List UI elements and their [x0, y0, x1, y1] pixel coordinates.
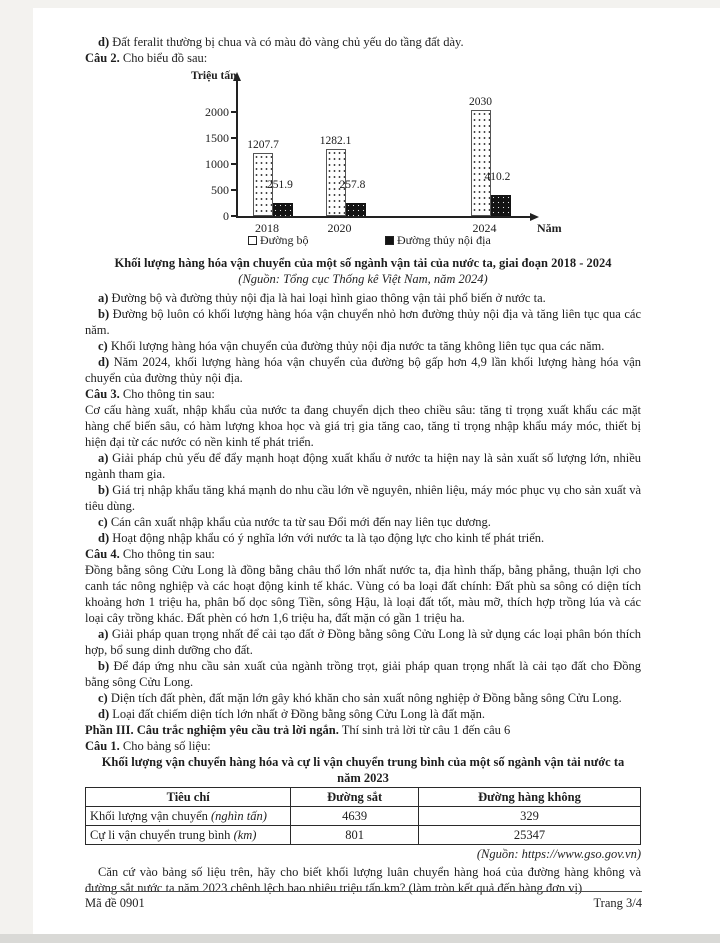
- option-text: Loại đất chiếm diện tích lớn nhất ở Đồng bằng sông Cửu Long là đất mặn.: [112, 707, 485, 721]
- value-label-duong-thuy-2020: 257.8: [339, 178, 366, 191]
- cau4-option-b: [85, 658, 641, 690]
- legend-open-square-icon: [248, 236, 257, 245]
- value-label-duong-thuy-2024: 410.2: [484, 170, 511, 183]
- table-title-line2: năm 2023: [337, 771, 389, 785]
- option-text: Năm 2024, khối lượng hàng hóa vận chuyển của đường bộ gấp hơn 4,9 lần khối lượng hàng hóa vận chuyển của đường thủy nội địa.: [85, 355, 641, 385]
- option-label: c): [98, 339, 108, 353]
- table-title-line1: Khối lượng vận chuyển hàng hóa và cự li vận chuyển trung bình của một số ngành vận tải nước ta: [101, 755, 625, 769]
- y-tick-1000: [231, 163, 237, 165]
- row-unit: (nghìn tấn): [211, 809, 267, 823]
- intro-option-d: [85, 34, 641, 50]
- option-text: Hoạt động nhập khẩu có ý nghĩa lớn với nước ta là tạo động lực cho kinh tế phát triển.: [112, 531, 545, 545]
- cau2-option-a: [85, 290, 641, 306]
- table-header-hang-khong: Đường hàng không: [418, 788, 640, 807]
- option-text: Đường bộ luôn có khối lượng hàng hóa vận chuyển nhỏ hơn đường thủy nội địa và tăng liên tục qua các năm.: [85, 307, 641, 337]
- y-tick-label-2000: 2000: [205, 105, 229, 119]
- bar-duong-thuy-2020: [346, 203, 366, 216]
- cau1-question: Căn cứ vào bảng số liệu trên, hãy cho biết khối lượng luân chuyển hàng hoá của đường hàng không và đường sắt nước ta năm 2023 chênh lệch bao nhiêu triệu tấn.km? (làm tròn kết quả đến hàng đơn vị): [85, 865, 641, 895]
- option-label: c): [98, 691, 108, 705]
- cau1-intro: Cho bảng số liệu:: [122, 739, 211, 753]
- cell-air: 329: [418, 807, 640, 826]
- option-label: d): [98, 707, 110, 721]
- y-tick-label-1000: 1000: [205, 157, 229, 171]
- part3-heading: [85, 722, 641, 738]
- option-text: Đất feralit thường bị chua và có màu đỏ vàng chủ yếu do tầng đất dày.: [112, 35, 464, 49]
- cau2-option-d: [85, 354, 641, 386]
- cau3-intro: Cho thông tin sau:: [122, 387, 215, 401]
- option-text: Diện tích đất phèn, đất mặn lớn gây khó khăn cho sản xuất nông nghiệp ở Đồng bằng sông Cửu Long.: [110, 691, 622, 705]
- y-tick-500: [231, 189, 237, 191]
- cau3-option-c: [85, 514, 641, 530]
- x-category-2018: 2018: [255, 221, 279, 235]
- option-label: d): [98, 35, 110, 49]
- row-label: [86, 807, 291, 826]
- option-label: b): [98, 659, 110, 673]
- cau4-intro: Cho thông tin sau:: [122, 547, 215, 561]
- chart-x-axis-label: Năm: [537, 221, 562, 235]
- chart-source: (Nguồn: Tổng cục Thống kê Việt Nam, năm 2024): [238, 272, 488, 286]
- option-text: Giá trị nhập khẩu tăng khá mạnh do nhu cầu lớn về nguyên, nhiên liệu, máy móc phục vụ cho sản xuất và tiêu dùng.: [85, 483, 642, 513]
- part3-heading-rest: Thí sinh trả lời từ câu 1 đến câu 6: [341, 723, 511, 737]
- value-label-duong-bo-2020: 1282.1: [319, 135, 352, 148]
- cau4-label: Câu 4.: [85, 547, 120, 561]
- cau2-option-b: [85, 306, 641, 338]
- bar-duong-thuy-2018: [273, 203, 293, 216]
- data-table: [85, 787, 641, 845]
- bar-duong-bo-2024: [471, 110, 491, 216]
- option-text: Cán cân xuất nhập khẩu của nước ta từ sau Đổi mới đến nay liên tục dương.: [110, 515, 491, 529]
- cau2-intro: Cho biểu đồ sau:: [122, 51, 208, 65]
- cell-rail: 801: [291, 826, 419, 845]
- row-unit: (km): [233, 828, 257, 842]
- cau3-heading: [85, 386, 641, 402]
- row-label: [86, 826, 291, 845]
- cau3-option-b: [85, 482, 641, 514]
- cell-rail: 4639: [291, 807, 419, 826]
- value-label-duong-bo-2024: 2030: [469, 96, 492, 109]
- option-text: Đường bộ và đường thủy nội địa là hai loại hình giao thông vận tải phổ biến ở nước ta.: [111, 291, 546, 305]
- page-number: Trang 3/4: [593, 896, 642, 910]
- legend-item-duong-bo: [248, 232, 309, 248]
- option-label: c): [98, 515, 108, 529]
- y-tick-label-1500: 1500: [205, 131, 229, 145]
- option-text: Để đáp ứng nhu cầu sản xuất của ngành trồng trọt, giải pháp quan trọng nhất là cải tạo đất cho Đồng bằng sông Cửu Long.: [85, 659, 641, 689]
- cau2-heading: [85, 50, 641, 66]
- option-text: Giải pháp chủ yếu để đẩy mạnh hoạt động xuất khẩu ở nước ta hiện nay là sản xuất số lượng lớn, nhiều ngành tham gia.: [85, 451, 641, 481]
- option-label: b): [98, 483, 110, 497]
- cau2-option-c: [85, 338, 641, 354]
- cau3-paragraph: Cơ cấu hàng xuất, nhập khẩu của nước ta đang chuyển dịch theo chiều sâu: tăng tỉ trọng xuất khẩu các mặt hàng chế biến sâu, có hàm lượng khoa học và giá trị gia tăng cao, tăng tỉ trọng nhập khẩu máy móc, thiết bị hiện đại từ các nước có nền kinh tế phát triển.: [85, 403, 641, 449]
- option-label: d): [98, 531, 110, 545]
- value-label-duong-bo-2018: 1207.7: [247, 139, 279, 152]
- y-axis-line: [236, 80, 238, 218]
- cau4-option-c: [85, 690, 641, 706]
- x-axis-line: [236, 216, 532, 218]
- value-label-duong-thuy-2018: 251.9: [267, 178, 293, 191]
- table-row: [86, 826, 641, 845]
- cau4-option-d: [85, 706, 641, 722]
- chart-title: Khối lượng hàng hóa vận chuyển của một số ngành vận tải của nước ta, giai đoạn 2018 - 2024: [114, 256, 612, 270]
- option-label: a): [98, 451, 109, 465]
- cau3-option-a: [85, 450, 641, 482]
- legend-label: Đường thủy nội địa: [397, 233, 491, 247]
- cau4-paragraph: Đồng bằng sông Cửu Long là đồng bằng châu thổ lớn nhất nước ta, địa hình thấp, bằng phẳng, thuận lợi cho canh tác nông nghiệp và các hoạt động kinh tế khác. Vùng có ba loại đất chính: Đất phù sa sông có diện tích khoảng hơn 1 triệu ha, phân bố dọc sông Tiền, sông Hậu, là loại đất tốt, màu mỡ, thích hợp trồng lúa và các loại cây trồng khác. Đất phèn có hơn 1,6 triệu ha, đất mặn có gần 1 triệu ha.: [85, 563, 641, 625]
- bar-chart: [191, 68, 571, 254]
- cau3-option-d: [85, 530, 641, 546]
- table-header-duong-sat: Đường sắt: [291, 788, 419, 807]
- page-content: [85, 34, 641, 896]
- chart-y-axis-label: Triệu tấn: [191, 70, 237, 82]
- part3-cau1-heading: [85, 738, 641, 754]
- table-source: (Nguồn: https://www.gso.gov.vn): [476, 847, 641, 861]
- y-tick-2000: [231, 111, 237, 113]
- row-label-text: Cự li vận chuyển trung bình: [90, 828, 231, 842]
- paper-sheet: [33, 8, 720, 935]
- legend-label: Đường bộ: [260, 233, 309, 247]
- row-label-text: Khối lượng vận chuyển: [90, 809, 208, 823]
- legend-item-duong-thuy: [385, 232, 491, 248]
- cell-air: 25347: [418, 826, 640, 845]
- page-footer: [85, 891, 642, 911]
- cau2-label: Câu 2.: [85, 51, 120, 65]
- x-category-2020: 2020: [327, 221, 352, 235]
- y-tick-0: [231, 215, 237, 217]
- option-text: Giải pháp quan trọng nhất để cải tạo đất ở Đồng bằng sông Cửu Long là sử dụng các loại phân bón thích hợp, bổ sung dinh dưỡng cho đất.: [85, 627, 642, 657]
- legend-filled-square-icon: [385, 236, 394, 245]
- table-row: [86, 807, 641, 826]
- cau4-option-a: [85, 626, 641, 658]
- cau4-heading: [85, 546, 641, 562]
- option-label: d): [98, 355, 110, 369]
- option-label: a): [98, 291, 109, 305]
- bar-duong-thuy-2024: [491, 195, 511, 216]
- scan-edge: [0, 934, 720, 943]
- y-tick-label-500: 500: [211, 183, 229, 197]
- table-header-tieu-chi: Tiêu chí: [86, 788, 291, 807]
- table-header-row: [86, 788, 641, 807]
- option-label: a): [98, 627, 109, 641]
- cau3-label: Câu 3.: [85, 387, 120, 401]
- cau1-label: Câu 1.: [85, 739, 120, 753]
- exam-code: Mã đề 0901: [85, 896, 145, 910]
- y-tick-1500: [231, 137, 237, 139]
- x-category-2024: 2024: [472, 221, 497, 235]
- y-tick-label-0: 0: [223, 209, 229, 223]
- option-label: b): [98, 307, 110, 321]
- part3-heading-bold: Phần III. Câu trắc nghiệm yêu cầu trả lời ngắn.: [85, 723, 339, 737]
- option-text: Khối lượng hàng hóa vận chuyển của đường thủy nội địa nước ta tăng không liên tục qua các năm.: [110, 339, 605, 353]
